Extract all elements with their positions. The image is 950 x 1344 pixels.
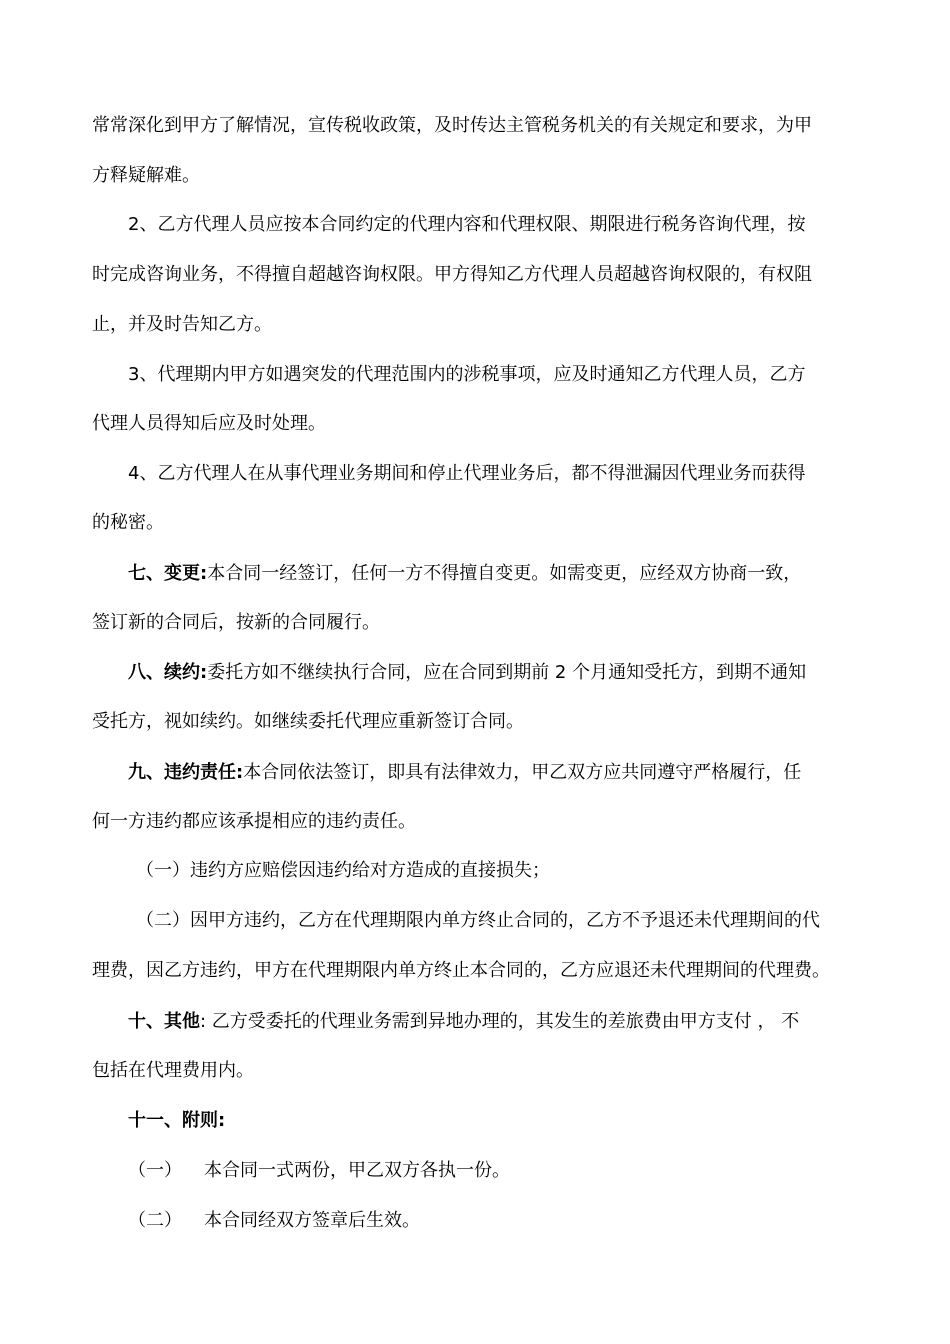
clause10-heading: 十、其他 [128,1011,200,1032]
clause9-sub2-line1: （二）因甲方违约，乙方在代理期限内单方终止合同的，乙方不予退还未代理期间的代 [136,910,820,931]
clause9-sub2-line2: 理费，因乙方违约，甲方在代理期限内单方终止本合同的，乙方应退还未代理期间的代理费。 [92,960,830,981]
clause9-heading: 九、违约责任: [128,762,244,783]
clause11-sub1-text: 本合同一式两份，甲乙双方各执一份。 [204,1160,510,1181]
clause10-text: : 乙方受委托的代理业务需到异地办理的，其发生的差旅费由甲方支付 ， 不 [200,1011,800,1032]
clause11-sub2-number: （二） [128,1210,182,1231]
clause9-line2: 何一方违约都应该承提相应的违约责任。 [92,811,416,832]
clause7-text: 本合同一经签订，任何一方不得擅自变更。如需变更，应经双方协商一致， [207,563,802,584]
clause10-line1 [128,1010,799,1034]
clause11-sub1-number: （一） [128,1160,182,1181]
clause8-heading: 八、续约: [128,662,208,683]
clause11-sub1 [128,1159,510,1183]
clause6-continuation-line1: 常常深化到甲方了解情况，宣传税收政策，及时传达主管税务机关的有关规定和要求，为甲 [92,115,812,136]
clause11-heading: 十一、附则: [128,1110,226,1131]
item2-line3: 止，并及时告知乙方。 [92,314,272,335]
clause11-sub2 [128,1209,420,1233]
clause6-continuation-line2: 方释疑解难。 [92,165,200,186]
clause7-heading: 七、变更: [128,563,208,584]
item2-line1: 2、乙方代理人员应按本合同约定的代理内容和代理权限、期限进行税务咨询代理，按 [128,214,806,235]
clause9-sub1: （一）违约方应赔偿因违约给对方造成的直接损失； [136,860,550,881]
clause7-line2: 签订新的合同后，按新的合同履行。 [92,612,380,633]
clause10-line2: 包括在代理费用内。 [92,1060,254,1081]
item3-line1: 3、代理期内甲方如遇突发的代理范围内的涉税事项，应及时通知乙方代理人员，乙方 [128,364,806,385]
clause8-line2: 受托方，视如续约。如继续委托代理应重新签订合同。 [92,711,524,732]
clause8-text: 委托方如不继续执行合同，应在合同到期前 2 个月通知受托方，到期不通知 [207,662,807,683]
item4-line1: 4、乙方代理人在从事代理业务期间和停止代理业务后，都不得泄漏因代理业务而获得 [128,463,806,484]
item4-line2: 的秘密。 [92,512,164,533]
item2-line2: 时完成咨询业务，不得擅自超越咨询权限。甲方得知乙方代理人员超越咨询权限的，有权阻 [92,264,812,285]
clause7-line1 [128,562,801,586]
clause8-line1 [128,661,806,685]
clause11-sub2-text: 本合同经双方签章后生效。 [204,1210,420,1231]
item3-line2: 代理人员得知后应及时处理。 [92,413,326,434]
clause9-line1 [128,761,801,785]
clause9-text: 本合同依法签订，即具有法律效力，甲乙双方应共同遵守严格履行，任 [243,762,802,783]
